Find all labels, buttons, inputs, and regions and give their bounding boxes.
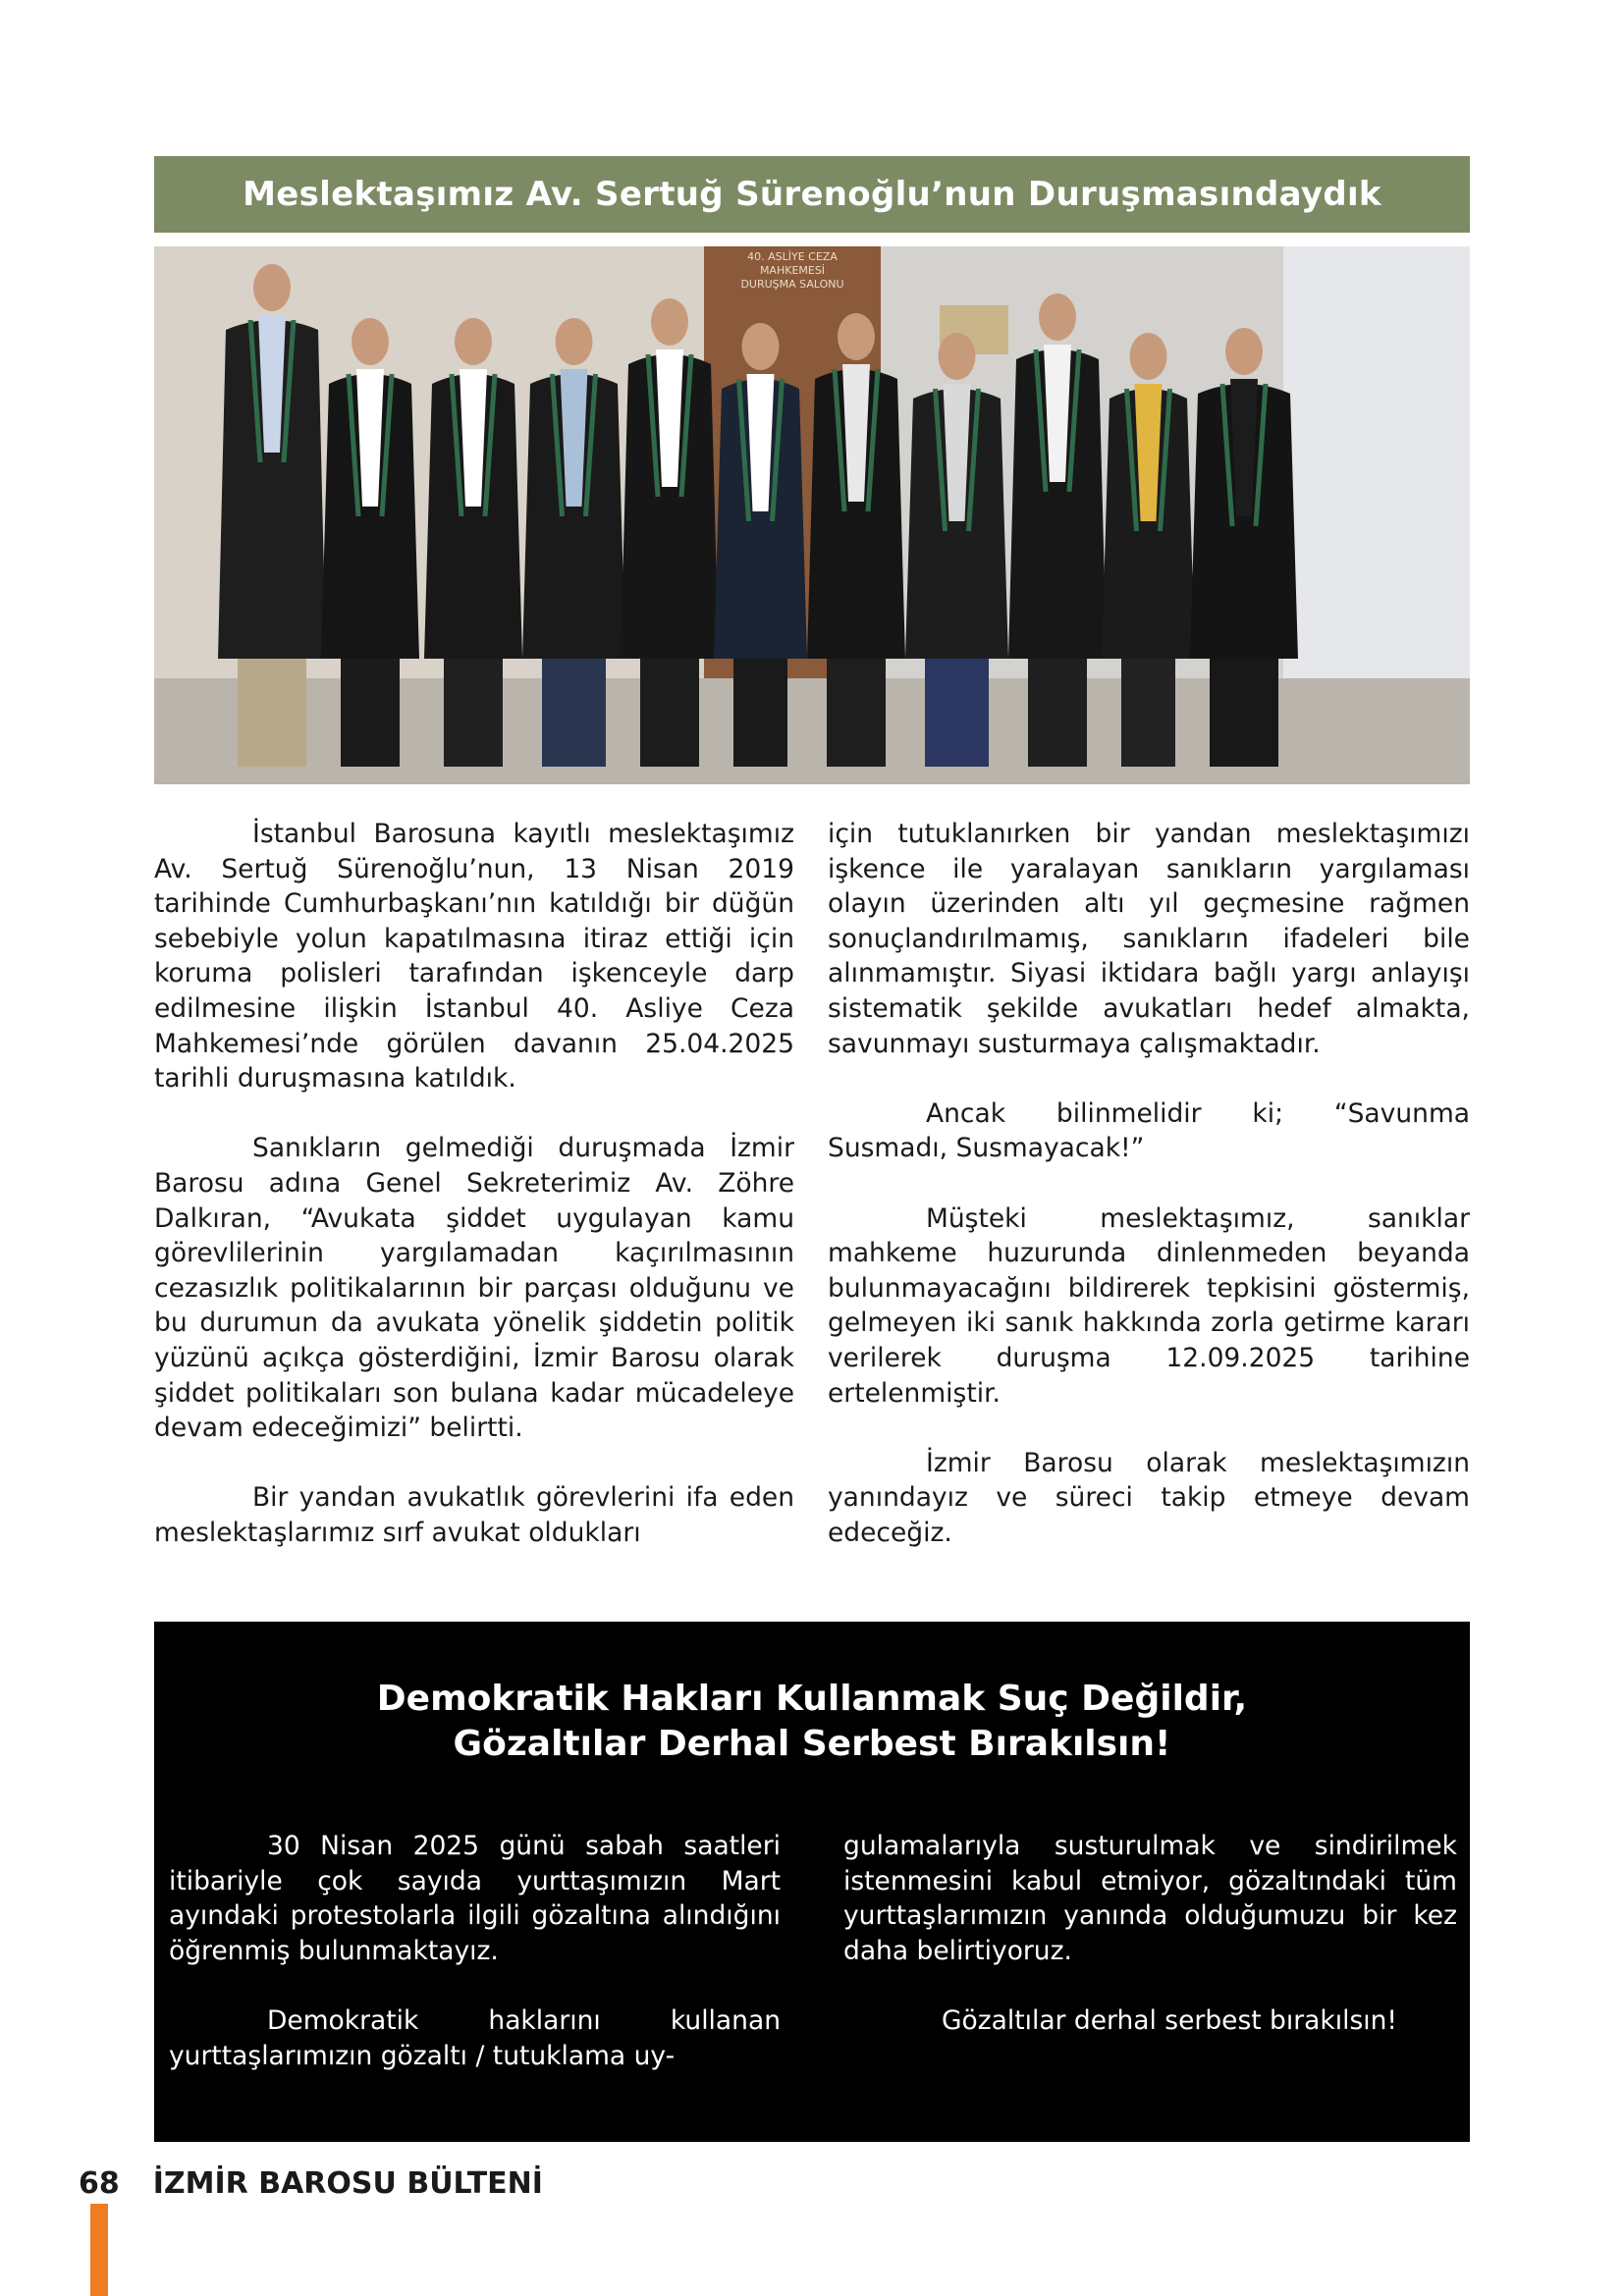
person-legs	[925, 659, 989, 767]
person-head	[742, 323, 780, 370]
footer-accent-bar	[90, 2204, 108, 2296]
person-head	[253, 264, 291, 311]
person-head	[1039, 294, 1076, 341]
person-head	[939, 333, 976, 380]
page-footer	[79, 2163, 543, 2203]
article-column-left	[154, 817, 794, 1550]
statement-title-line: Gözaltılar Derhal Serbest Bırakılsın!	[453, 1724, 1171, 1764]
door-sign-line1: 40. ASLİYE CEZA	[747, 250, 838, 263]
statement-title-line: Demokratik Hakları Kullanmak Suç Değildir,	[376, 1679, 1248, 1719]
statement-title	[154, 1677, 1470, 1767]
group-photo	[154, 246, 1470, 784]
article-paragraph: Sanıkların gelmediği duruşmada İzmir Barosu adına Genel Sekreterimiz Av. Zöhre Dalkıran, “Avukata şiddet uygulayan kamu görevlilerinin yargılamadan kaçırılmasının cezasızlık politikalarının bir parçası olduğunu ve bu durumun da avukata yönelik şiddetin politik yüzünü açıkça gösterdiğini, İzmir Barosu olarak şiddet politikaları son bulana kadar mücadeleye devam edeceğimizi” belirtti.	[154, 1133, 794, 1444]
person-legs	[1121, 659, 1175, 767]
person-legs	[733, 659, 787, 767]
statement-paragraph: Demokratik haklarını kullanan yurttaşlarımızın gözaltı / tutuklama uy-	[169, 2004, 781, 2071]
person-legs	[542, 659, 606, 767]
article-paragraph: Ancak bilinmelidir ki; “Savunma Susmadı, Susmayacak!”	[828, 1097, 1470, 1164]
person-legs	[640, 659, 699, 767]
person-head	[1225, 328, 1263, 375]
article-paragraph: için tutuklanırken bir yandan meslektaşımızı işkence ile yaralayan sanıkların yargılaması olayın üzerinden altı yıl geçmesine rağmen sonuçlandırılmamış, sanıkların ifadeleri bile alınmamıştır. Siyasi iktidara bağlı yargı anlayışı sistematik şekilde avukatları hedef almakta, savunmayı susturmaya çalışmaktadır.	[828, 819, 1470, 1059]
person-legs	[1210, 659, 1278, 767]
article-title: Meslektaşımız Av. Sertuğ Sürenoğlu’nun Duruşmasındaydık	[243, 175, 1381, 214]
statement-paragraph: Gözaltılar derhal serbest bırakılsın!	[942, 2004, 1398, 2036]
article-paragraph: İstanbul Barosuna kayıtlı meslektaşımız Av. Sertuğ Sürenoğlu’nun, 13 Nisan 2019 tarihinde Cumhurbaşkanı’nın katıldığı bir düğün sebebiyle yolun kapatılmasına itiraz ettiği için koruma polisleri tarafından işkenceyle darp edilmesine ilişkin İstanbul 40. Asliye Ceza Mahkemesi’nde görülen davanın 25.04.2025 tarihli duruşmasına katıldık.	[154, 819, 794, 1095]
article-paragraph: İzmir Barosu olarak meslektaşımızın yanındayız ve süreci takip etmeye devam edeceğiz.	[828, 1447, 1470, 1548]
statement-column-left	[169, 1829, 781, 2109]
person-legs	[1028, 659, 1087, 767]
people-group	[218, 264, 1298, 767]
person-head	[651, 298, 688, 346]
statement-column-right	[843, 1829, 1457, 2073]
article-column-right	[828, 817, 1470, 1550]
person-head	[352, 318, 389, 365]
person-head	[556, 318, 593, 365]
person-head	[455, 318, 492, 365]
photo-corridor	[1283, 246, 1470, 678]
person-legs	[341, 659, 400, 767]
group-photo-illustration	[154, 246, 1470, 784]
page-number: 68	[79, 2165, 120, 2201]
door-sign-line3: DURUŞMA SALONU	[740, 278, 844, 291]
publication-name: İZMİR BAROSU BÜLTENİ	[152, 2165, 543, 2201]
person-head	[838, 313, 875, 360]
door-sign-line2: MAHKEMESİ	[759, 264, 826, 277]
article-paragraph: Müşteki meslektaşımız, sanıklar mahkeme huzurunda dinlenmeden beyanda bulunmayacağını bildirerek tepkisini göstermiş, gelmeyen iki sanık hakkında zorla getirme kararı verilerek duruşma 12.09.2025 tarihine ertelenmiştir.	[828, 1202, 1470, 1409]
person-legs	[444, 659, 503, 767]
article-paragraph: Bir yandan avukatlık görevlerini ifa eden meslektaşlarımız sırf avukat oldukları	[154, 1482, 794, 1548]
statement-paragraph: 30 Nisan 2025 günü sabah saatleri itibariyle çok sayıda yurttaşımızın Mart ayındaki protestolarla ilgili gözaltına alındığını öğrenmiş bulunmaktayız.	[169, 1831, 781, 1966]
person-legs	[827, 659, 886, 767]
statement-box	[154, 1622, 1470, 2142]
article-title-bar	[154, 156, 1470, 233]
person-legs	[238, 659, 306, 767]
person-head	[1130, 333, 1167, 380]
statement-paragraph: gulamalarıyla susturulmak ve sindirilmek istenmesini kabul etmiyor, gözaltındaki tüm yurttaşlarımızın yanında olduğumuzu bir kez daha belirtiyoruz.	[843, 1831, 1457, 1966]
